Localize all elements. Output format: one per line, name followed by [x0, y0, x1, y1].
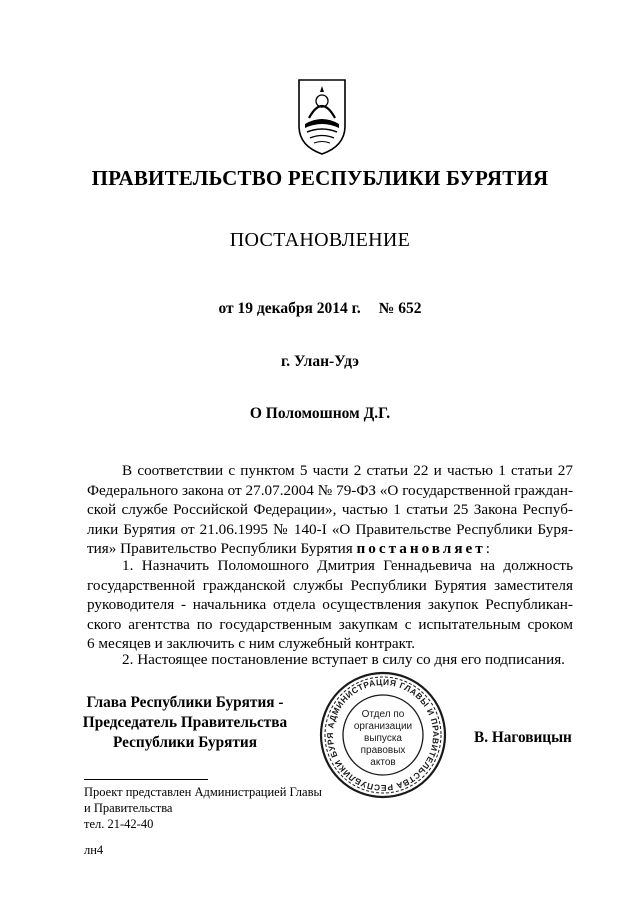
text-line: 2. Настоящее постановление вступает в силу со дня его подписания.	[122, 651, 565, 668]
document-subject: О Поломошном Д.Г.	[249, 405, 391, 422]
text-line: ского агентства по государственным закупкам с испытательным сроком	[87, 615, 573, 633]
text-fragment: :	[485, 540, 490, 557]
text-line: руководителя - начальника отдела осуществления закупок Республикан-	[87, 596, 573, 613]
footer-line: тел. 21-42-40	[84, 817, 154, 831]
footer-line: и Правительства	[84, 801, 173, 815]
stamp-ring-text: АДМИНИСТРАЦИЯ ГЛАВЫ И ПРАВИТЕЛЬСТВА РЕСПУБЛИКИ БУРЯ	[324, 676, 442, 794]
coat-of-arms-icon	[295, 74, 349, 158]
position-line: Глава Республики Бурятия -	[86, 694, 284, 711]
signatory-position	[80, 693, 290, 753]
item-2-paragraph	[87, 650, 573, 670]
document-date: от 19 декабря 2014 г.	[218, 300, 361, 317]
resolves-word: постановляет	[356, 540, 486, 557]
document-type: ПОСТАНОВЛЕНИЕ	[229, 229, 411, 251]
preamble-paragraph	[87, 461, 573, 559]
text-line: государственной гражданской службы Республики Бурятия заместителя	[87, 576, 573, 594]
footer-divider	[84, 779, 208, 780]
organization-title: ПРАВИТЕЛЬСТВО РЕСПУБЛИКИ БУРЯТИЯ	[91, 166, 549, 190]
text-line: 1. Назначить Поломошного Дмитрия Геннадьевича на должность	[122, 557, 573, 574]
footer-note	[84, 784, 322, 832]
position-line: Председатель Правительства	[82, 714, 288, 731]
city: г. Улан-Удэ	[280, 353, 359, 370]
stamp-line: выпуска	[364, 733, 402, 744]
text-line: Федерального закона от 27.07.2004 № 79-ФЗ «О государственной граждан-	[87, 481, 573, 499]
stamp-line: правовых	[360, 745, 406, 756]
date-number-line	[0, 300, 640, 318]
stamp-line: актов	[370, 757, 396, 768]
document-code: лн4	[84, 843, 104, 857]
stamp-line: организации	[353, 721, 413, 732]
text-line: лики Бурятия от 21.06.1995 № 140-I «О Правительстве Республики Буря-	[87, 520, 573, 538]
item-1-paragraph	[87, 556, 573, 654]
text-line: В соответствии с пунктом 5 части 2 статьи 22 и частью 1 статьи 27	[122, 462, 573, 479]
text-line: 6 месяцев и заключить с ним служебный контракт.	[87, 635, 416, 652]
text-fragment: тия» Правительство Республики Бурятия	[87, 540, 353, 557]
signatory-name: В. Наговицын	[474, 729, 572, 746]
text-line: ской службе Российской Федерации», частью 1 статьи 25 Закона Респуб-	[87, 501, 573, 518]
position-line: Республики Бурятия	[112, 734, 258, 751]
official-stamp	[318, 670, 448, 800]
document-number: № 652	[378, 300, 422, 317]
stamp-line: Отдел по	[361, 709, 405, 720]
footer-line: Проект представлен Администрацией Главы	[84, 785, 322, 799]
